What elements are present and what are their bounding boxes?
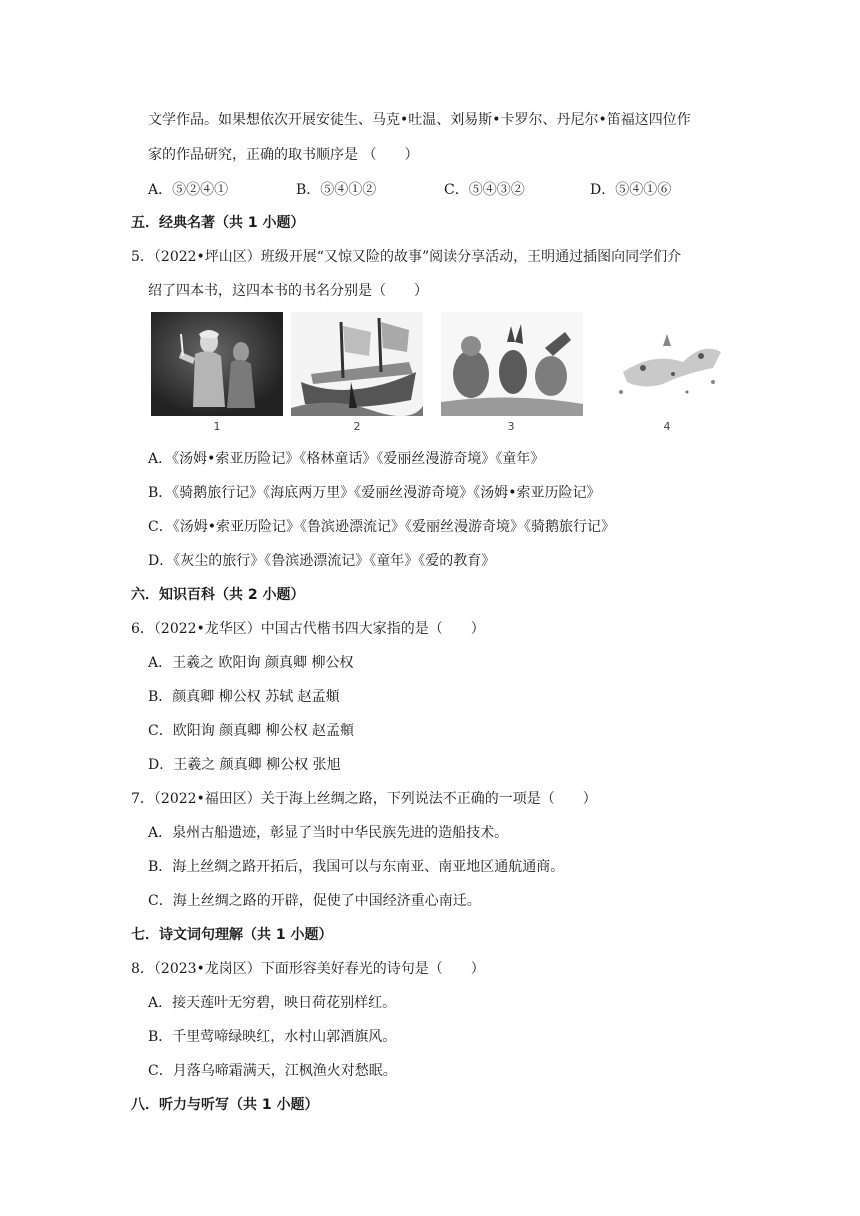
q5-stem-line1: 5．（2022•坪山区）班级开展“又惊又险的故事”阅读分享活动，王明通过插图向同学们介 bbox=[131, 249, 682, 265]
section-7-title: 七．诗文词句理解（共 1 小题） bbox=[131, 927, 333, 943]
q7-option-c: C．海上丝绸之路的开辟，促使了中国经济重心南迁。 bbox=[148, 893, 481, 909]
q4-stem-line2: 家的作品研究，正确的取书顺序是 （ ） bbox=[148, 147, 419, 163]
q6-stem: 6．（2022•龙华区）中国古代楷书四大家指的是（ ） bbox=[131, 621, 485, 637]
q5-option-b: B．《骑鹅旅行记》《海底两万里》《爱丽丝漫游奇境》《汤姆•索亚历险记》 bbox=[148, 485, 601, 501]
q6-option-d: D．王羲之 颜真卿 柳公权 张旭 bbox=[148, 757, 341, 773]
section-6-title: 六．知识百科（共 2 小题） bbox=[131, 587, 305, 603]
q8-option-c: C．月落乌啼霜满天，江枫渔火对愁眠。 bbox=[148, 1063, 397, 1079]
q5-option-c: C．《汤姆•索亚历险记》《鲁滨逊漂流记》《爱丽丝漫游奇境》《骑鹅旅行记》 bbox=[148, 519, 615, 535]
q7-option-a: A．泉州古船遗迹，彰显了当时中华民族先进的造船技术。 bbox=[148, 825, 509, 841]
illustration-4-number: 4 bbox=[663, 420, 671, 433]
q4-options bbox=[148, 180, 671, 200]
q6-option-b: B．颜真卿 柳公权 苏轼 赵孟頫 bbox=[148, 689, 340, 705]
illustration-2-image bbox=[291, 312, 423, 416]
q5-stem-line2: 绍了四本书，这四本书的书名分别是（ ） bbox=[148, 283, 428, 299]
q8-option-a: A．接天莲叶无穷碧，映日荷花别样红。 bbox=[148, 995, 397, 1011]
q5-illustrations bbox=[151, 312, 731, 440]
q6-option-a: A．王羲之 欧阳询 颜真卿 柳公权 bbox=[148, 655, 354, 671]
q4-option-b: B．⑤④①② bbox=[296, 182, 377, 198]
q6-option-c: C．欧阳询 颜真卿 柳公权 赵孟頫 bbox=[148, 723, 355, 739]
illustration-2-number: 2 bbox=[353, 420, 361, 433]
q8-stem: 8．（2023•龙岗区）下面形容美好春光的诗句是（ ） bbox=[131, 961, 485, 977]
q7-stem: 7．（2022•福田区）关于海上丝绸之路，下列说法不正确的一项是（ ） bbox=[131, 791, 597, 807]
q8-option-b: B．千里莺啼绿映红，水村山郭酒旗风。 bbox=[148, 1029, 397, 1045]
illustration-3-number: 3 bbox=[507, 420, 515, 433]
section-5-title: 五．经典名著（共 1 小题） bbox=[131, 215, 305, 231]
illustration-4-image bbox=[603, 312, 731, 416]
q4-option-d: D．⑤④①⑥ bbox=[590, 182, 672, 198]
section-8-title: 八．听力与听写（共 1 小题） bbox=[131, 1097, 319, 1113]
q4-option-a: A．⑤②④① bbox=[148, 182, 229, 198]
illustration-3-image bbox=[441, 312, 583, 416]
q5-option-d: D．《灰尘的旅行》《鲁滨逊漂流记》《童年》《爱的教育》 bbox=[148, 553, 496, 569]
q4-option-c: C．⑤④③② bbox=[444, 182, 525, 198]
q4-stem-line1: 文学作品。如果想依次开展安徒生、马克•吐温、刘易斯•卡罗尔、丹尼尔•笛福这四位作 bbox=[148, 112, 691, 128]
q5-option-a: A．《汤姆•索亚历险记》《格林童话》《爱丽丝漫游奇境》《童年》 bbox=[148, 451, 545, 467]
illustration-1-image bbox=[151, 312, 283, 416]
illustration-1-number: 1 bbox=[213, 420, 221, 433]
q7-option-b: B．海上丝绸之路开拓后，我国可以与东南亚、南亚地区通航通商。 bbox=[148, 859, 565, 875]
